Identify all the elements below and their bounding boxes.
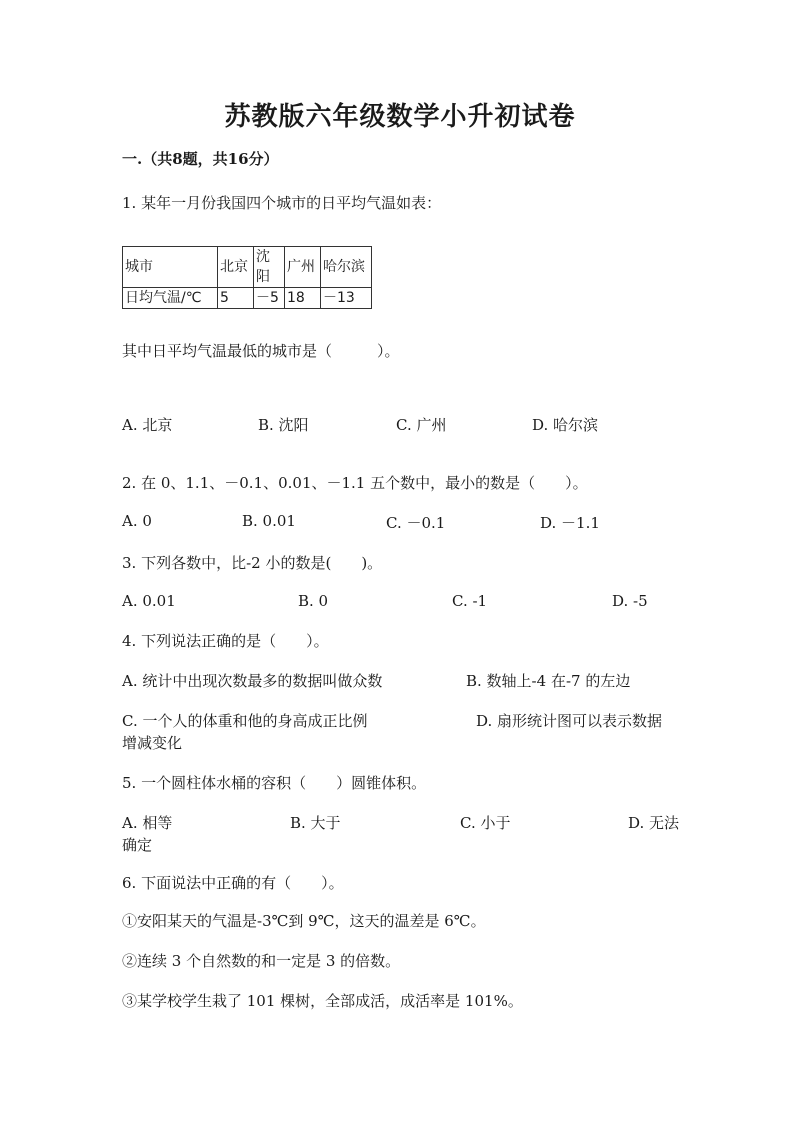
q3-option-c[interactable]: C. -1 xyxy=(452,592,488,610)
q3-option-a[interactable]: A. 0.01 xyxy=(122,592,176,610)
q4-option-d-continued: 增减变化 xyxy=(122,734,183,752)
q2-option-d[interactable]: D. －1.1 xyxy=(540,514,600,532)
q2-option-c[interactable]: C. －0.1 xyxy=(386,514,446,532)
q3-option-b[interactable]: B. 0 xyxy=(298,592,329,610)
table-cell: 城市 xyxy=(123,247,218,288)
q1-stem: 1. 某年一月份我国四个城市的日平均气温如表： xyxy=(122,194,442,212)
q5-option-d-continued: 确定 xyxy=(122,836,153,854)
q4-stem: 4. 下列说法正确的是（ ）。 xyxy=(122,632,329,650)
q2-stem: 2. 在 0、1.1、－0.1、0.01、－1.1 五个数中，最小的数是（ ）。 xyxy=(122,474,588,492)
q6-statement-1: ①安阳某天的气温是-3℃到 9℃，这天的温差是 6℃。 xyxy=(122,912,486,930)
q5-option-b[interactable]: B. 大于 xyxy=(290,814,341,832)
q4-option-d[interactable]: D. 扇形统计图可以表示数据 xyxy=(476,712,663,730)
q4-option-a[interactable]: A. 统计中出现次数最多的数据叫做众数 xyxy=(122,672,383,690)
q6-statement-3: ③某学校学生栽了 101 棵树，全部成活，成活率是 101%。 xyxy=(122,992,523,1010)
q6-statement-2: ②连续 3 个自然数的和一定是 3 的倍数。 xyxy=(122,952,401,970)
table-row xyxy=(123,288,372,309)
q5-option-d[interactable]: D. 无法 xyxy=(628,814,680,832)
table-cell: 哈尔滨 xyxy=(321,247,372,288)
table-cell: 沈阳 xyxy=(254,247,285,288)
table-cell: 北京 xyxy=(218,247,254,288)
table-cell: －13 xyxy=(321,288,372,309)
q4-option-c[interactable]: C. 一个人的体重和他的身高成正比例 xyxy=(122,712,368,730)
q5-option-c[interactable]: C. 小于 xyxy=(460,814,511,832)
q3-stem: 3. 下列各数中，比-2 小的数是( )。 xyxy=(122,554,383,572)
q1-option-b[interactable]: B. 沈阳 xyxy=(258,416,309,434)
table-cell: 日均气温/℃ xyxy=(123,288,218,309)
table-cell: 广州 xyxy=(285,247,321,288)
table-cell: 18 xyxy=(285,288,321,309)
q1-option-c[interactable]: C. 广州 xyxy=(396,416,447,434)
q6-stem: 6. 下面说法中正确的有（ ）。 xyxy=(122,874,344,892)
q5-stem: 5. 一个圆柱体水桶的容积（ ）圆锥体积。 xyxy=(122,774,427,792)
section-heading: 一.（共8题，共16分） xyxy=(122,150,279,168)
page-title: 苏教版六年级数学小升初试卷 xyxy=(224,102,576,132)
q1-option-d[interactable]: D. 哈尔滨 xyxy=(532,416,599,434)
q1-question: 其中日平均气温最低的城市是（ ）。 xyxy=(122,342,400,360)
q5-option-a[interactable]: A. 相等 xyxy=(122,814,173,832)
table-row xyxy=(123,247,372,288)
q2-option-a[interactable]: A. 0 xyxy=(122,512,152,530)
q3-option-d[interactable]: D. -5 xyxy=(612,592,648,610)
q4-option-b[interactable]: B. 数轴上-4 在-7 的左边 xyxy=(466,672,631,690)
temperature-table xyxy=(122,246,372,309)
q2-option-b[interactable]: B. 0.01 xyxy=(242,512,296,530)
q1-option-a[interactable]: A. 北京 xyxy=(122,416,173,434)
table-cell: 5 xyxy=(218,288,254,309)
table-cell: －5 xyxy=(254,288,285,309)
